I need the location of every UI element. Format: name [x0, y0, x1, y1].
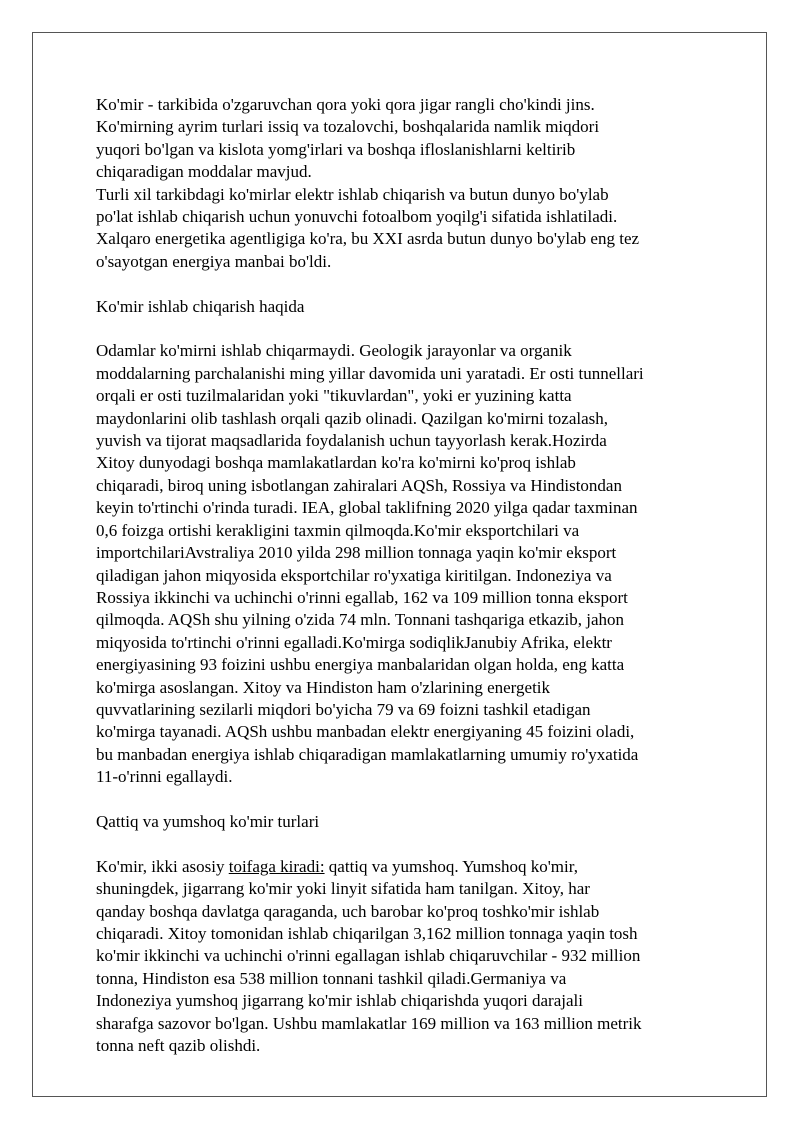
production-paragraph [96, 340, 716, 788]
text-line: moddalarning parchalanishi ming yillar davomida uni yaratadi. Er osti tunnellari [96, 363, 644, 383]
text-line: tonna neft qazib olishdi. [96, 1036, 261, 1055]
text-line: po'lat ishlab chiqarish uchun yonuvchi fotoalbom yoqilg'i sifatida ishlatiladi. [96, 207, 618, 227]
document-body [96, 94, 716, 1057]
text-line: yuqori bo'lgan va kislota yomg'irlari va boshqa ifloslanishlarni keltirib [96, 139, 576, 159]
text-line: quvvatlarining sezilarli miqdori bo'yicha 79 va 69 foizni tashkil etadigan [96, 699, 591, 719]
text-line: Odamlar ko'mirni ishlab chiqarmaydi. Geologik jarayonlar va organik [96, 341, 572, 361]
text-line: Rossiya ikkinchi va uchinchi o'rinni egallab, 162 va 109 million tonna eksport [96, 587, 628, 607]
text-line: shuningdek, jigarrang ko'mir yoki linyit sifatida ham tanilgan. Xitoy, har [96, 879, 590, 899]
text-line [96, 856, 716, 878]
text-line: keyin to'rtinchi o'rinda turadi. IEA, global taklifning 2020 yilga qadar taxminan [96, 498, 638, 518]
text-line: Indoneziya yumshoq jigarrang ko'mir ishlab chiqarishda yuqori darajali [96, 991, 583, 1011]
text-line: Turli xil tarkibdagi ko'mirlar elektr ishlab chiqarish va butun dunyo bo'ylab [96, 184, 609, 204]
text-line: qanday boshqa davlatga qaraganda, uch barobar ko'proq toshko'mir ishlab [96, 901, 600, 921]
text-line: o'sayotgan energiya manbai bo'ldi. [96, 251, 332, 271]
text-line: yuvish va tijorat maqsadlarida foydalanish uchun tayyorlash kerak.Hozirda [96, 431, 607, 451]
text-line: tonna, Hindiston esa 538 million tonnani tashkil qiladi.Germaniya va [96, 968, 567, 988]
text-line: orqali er osti tuzilmalaridan yoki "tikuvlardan", yoki er yuzining katta [96, 386, 572, 406]
text-line: chiqaradi, biroq uning isbotlangan zahiralari AQSh, Rossiya va Hindistondan [96, 475, 622, 495]
text-line: 11-o'rinni egallaydi. [96, 767, 233, 787]
heading-text: Qattiq va yumshoq ko'mir turlari [96, 811, 320, 831]
text-line: Ko'mir - tarkibida o'zgaruvchan qora yoki qora jigar rangli cho'kindi jins. [96, 95, 595, 114]
text-line: Ko'mirning ayrim turlari issiq va tozalovchi, boshqalarida namlik miqdori [96, 117, 600, 137]
text-fragment: qattiq va yumshoq. Yumshoq ko'mir, [324, 856, 578, 876]
text-line: 0,6 foizga ortishi kerakligini taxmin qilmoqda.Ko'mir eksportchilari va [96, 520, 580, 540]
text-line: Xalqaro energetika agentligiga ko'ra, bu XXI asrda butun dunyo bo'ylab eng tez [96, 229, 640, 249]
text-line: ko'mir ikkinchi va uchinchi o'rinni egallagan ishlab chiqaruvchilar - 932 million [96, 946, 641, 966]
text-line: maydonlarini olib tashlash orqali qazib olinadi. Qazilgan ko'mirni tozalash, [96, 408, 608, 428]
text-line: Xitoy dunyodagi boshqa mamlakatlardan ko'ra ko'mirni ko'proq ishlab [96, 453, 576, 473]
section-heading-production [96, 296, 716, 318]
text-line: energiyasining 93 foizini ushbu energiya manbalaridan olgan holda, eng katta [96, 655, 625, 675]
text-line: miqyosida to'rtinchi o'rinni egalladi.Ko'mirga sodiqlikJanubiy Afrika, elektr [96, 632, 612, 652]
text-fragment: Ko'mir, ikki asosiy [96, 856, 229, 876]
text-line: bu manbadan energiya ishlab chiqaradigan mamlakatlarning umumiy ro'yxatida [96, 744, 639, 764]
text-line: qiladigan jahon miqyosida eksportchilar ro'yxatiga kiritilgan. Indoneziya va [96, 565, 612, 585]
category-link[interactable]: toifaga kiradi: [228, 856, 325, 876]
text-line: importchilariAvstraliya 2010 yilda 298 million tonnaga yaqin ko'mir eksport [96, 543, 617, 563]
text-line: sharafga sazovor bo'lgan. Ushbu mamlakatlar 169 million va 163 million metrik [96, 1013, 642, 1033]
heading-text: Ko'mir ishlab chiqarish haqida [96, 296, 305, 316]
text-line: ko'mirga tayanadi. AQSh ushbu manbadan elektr energiyaning 45 foizini oladi, [96, 722, 635, 742]
text-line: qilmoqda. AQSh shu yilning o'zida 74 mln. Tonnani tashqariga etkazib, jahon [96, 610, 625, 630]
text-line: chiqaradigan moddalar mavjud. [96, 162, 312, 182]
text-line: ko'mirga asoslangan. Xitoy va Hindiston ham o'zlarining energetik [96, 677, 551, 697]
text-line: chiqaradi. Xitoy tomonidan ishlab chiqarilgan 3,162 million tonnaga yaqin tosh [96, 923, 638, 943]
intro-paragraph [96, 94, 716, 273]
section-heading-types [96, 811, 716, 833]
types-paragraph [96, 856, 716, 1058]
